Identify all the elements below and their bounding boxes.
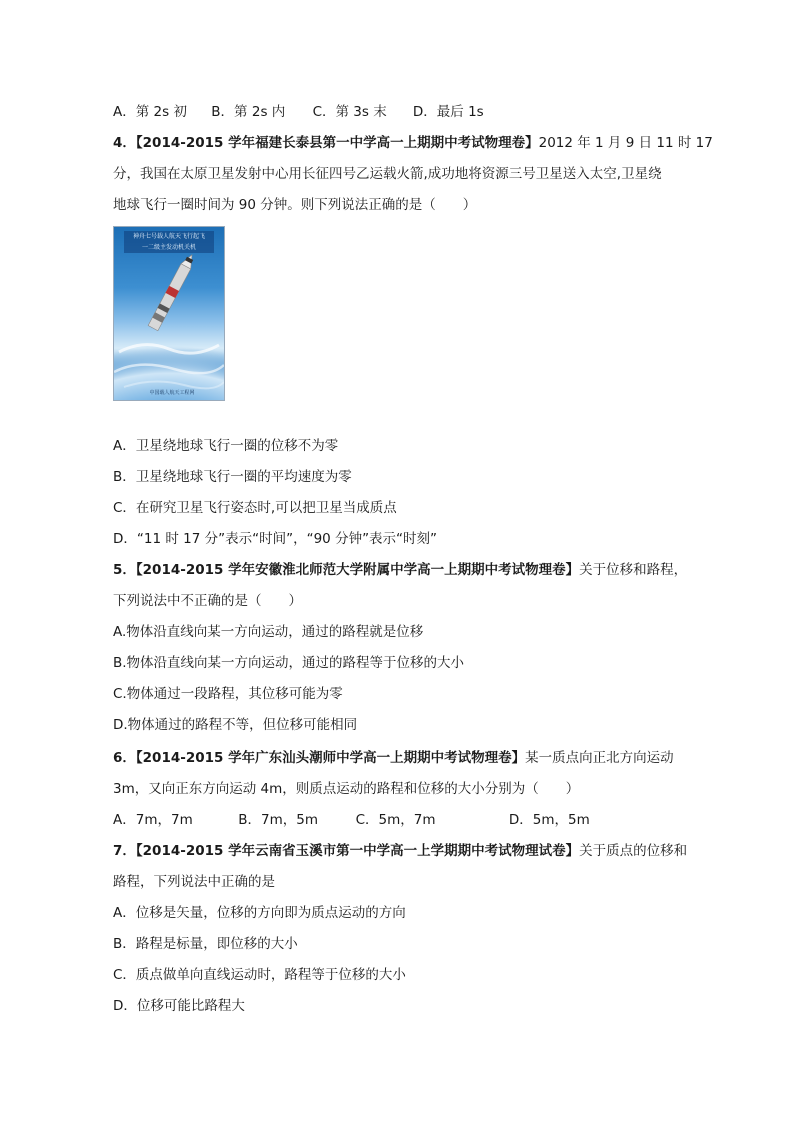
q7-option-a: A．位移是矢量，位移的方向即为质点运动的方向 — [113, 905, 406, 921]
q6-stem-text-1: 某一质点向正北方向运动 — [525, 750, 674, 766]
q4-stem-line-3: 地球飞行一圈时间为 90 分钟。则下列说法正确的是（ ） — [113, 197, 477, 213]
q7-option-c: C．质点做单向直线运动时，路程等于位移的大小 — [113, 967, 406, 983]
q3-option-b: B．第 2s 内 — [211, 104, 286, 120]
q4-option-a: A．卫星绕地球飞行一圈的位移不为零 — [113, 438, 339, 454]
q5-stem-line-2: 下列说法中不正确的是（ ） — [113, 593, 302, 609]
q3-option-d: D．最后 1s — [412, 104, 484, 120]
q3-option-c: C．第 3s 末 — [312, 104, 387, 120]
q4-option-b: B．卫星绕地球飞行一圈的平均速度为零 — [113, 469, 352, 485]
q5-stem-text-1: 关于位移和路程， — [579, 562, 688, 578]
rocket-body — [148, 252, 197, 330]
q6-option-a: A．7m，7m — [113, 812, 193, 828]
q4-stem-line-1 — [113, 134, 713, 152]
q7-stem-text-1: 关于质点的位移和 — [579, 843, 688, 859]
q5-source: 【2014-2015 学年安徽淮北师范大学附属中学高一上期期中考试物理卷】 — [135, 562, 580, 578]
q6-number: 6． — [113, 750, 136, 766]
q6-stem-line-2: 3m，又向正东方向运动 4m，则质点运动的路程和位移的大小分别为（ ） — [113, 781, 580, 797]
q7-option-b: B．路程是标量，即位移的大小 — [113, 936, 298, 952]
q7-stem-line-2: 路程，下列说法中正确的是 — [113, 874, 275, 890]
figure-footer: 中国载人航天工程网 — [149, 390, 195, 396]
figure-banner-line-2: 一二级主发动机关机 — [141, 244, 196, 251]
q4-source: 【2014-2015 学年福建长泰县第一中学高一上期期中考试物理卷】 — [135, 135, 539, 151]
q4-stem-line-2: 分，我国在太原卫星发射中心用长征四号乙运载火箭,成功地将资源三号卫星送入太空,卫星绕 — [113, 166, 662, 182]
earth-and-rocket-graphic — [114, 227, 224, 400]
q4-number: 4． — [113, 135, 136, 151]
q7-source: 【2014-2015 学年云南省玉溪市第一中学高一上学期期中考试物理试卷】 — [135, 843, 580, 859]
q7-number: 7． — [113, 843, 136, 859]
q5-option-c: C.物体通过一段路程，其位移可能为零 — [113, 686, 343, 702]
q6-option-c: C．5m，7m — [355, 812, 436, 828]
q5-option-a: A.物体沿直线向某一方向运动，通过的路程就是位移 — [113, 624, 424, 640]
rocket-launch-image — [113, 226, 225, 401]
q6-stem-line-1 — [113, 749, 674, 767]
q3-options — [113, 103, 484, 121]
q5-stem-line-1 — [113, 561, 687, 579]
q4-stem-text-1: 2012 年 1 月 9 日 11 时 17 — [538, 135, 713, 151]
q3-option-a: A．第 2s 初 — [113, 104, 187, 120]
q7-option-d: D．位移可能比路程大 — [113, 998, 245, 1014]
q7-stem-line-1 — [113, 842, 687, 860]
q6-source: 【2014-2015 学年广东汕头潮师中学高一上期期中考试物理卷】 — [135, 750, 526, 766]
q6-option-d: D．5m，5m — [508, 812, 590, 828]
q6-options — [113, 811, 590, 829]
q4-option-d: D．“11 时 17 分”表示“时间”，“90 分钟”表示“时刻” — [113, 531, 438, 547]
figure-banner-line-1: 神舟七号载人航天飞行起飞 — [132, 233, 205, 240]
q4-option-c: C．在研究卫星飞行姿态时,可以把卫星当成质点 — [113, 500, 397, 516]
q5-option-b: B.物体沿直线向某一方向运动，通过的路程等于位移的大小 — [113, 655, 465, 671]
q6-option-b: B．7m，5m — [238, 812, 319, 828]
q5-number: 5． — [113, 562, 136, 578]
q5-option-d: D.物体通过的路程不等，但位移可能相同 — [113, 717, 358, 733]
